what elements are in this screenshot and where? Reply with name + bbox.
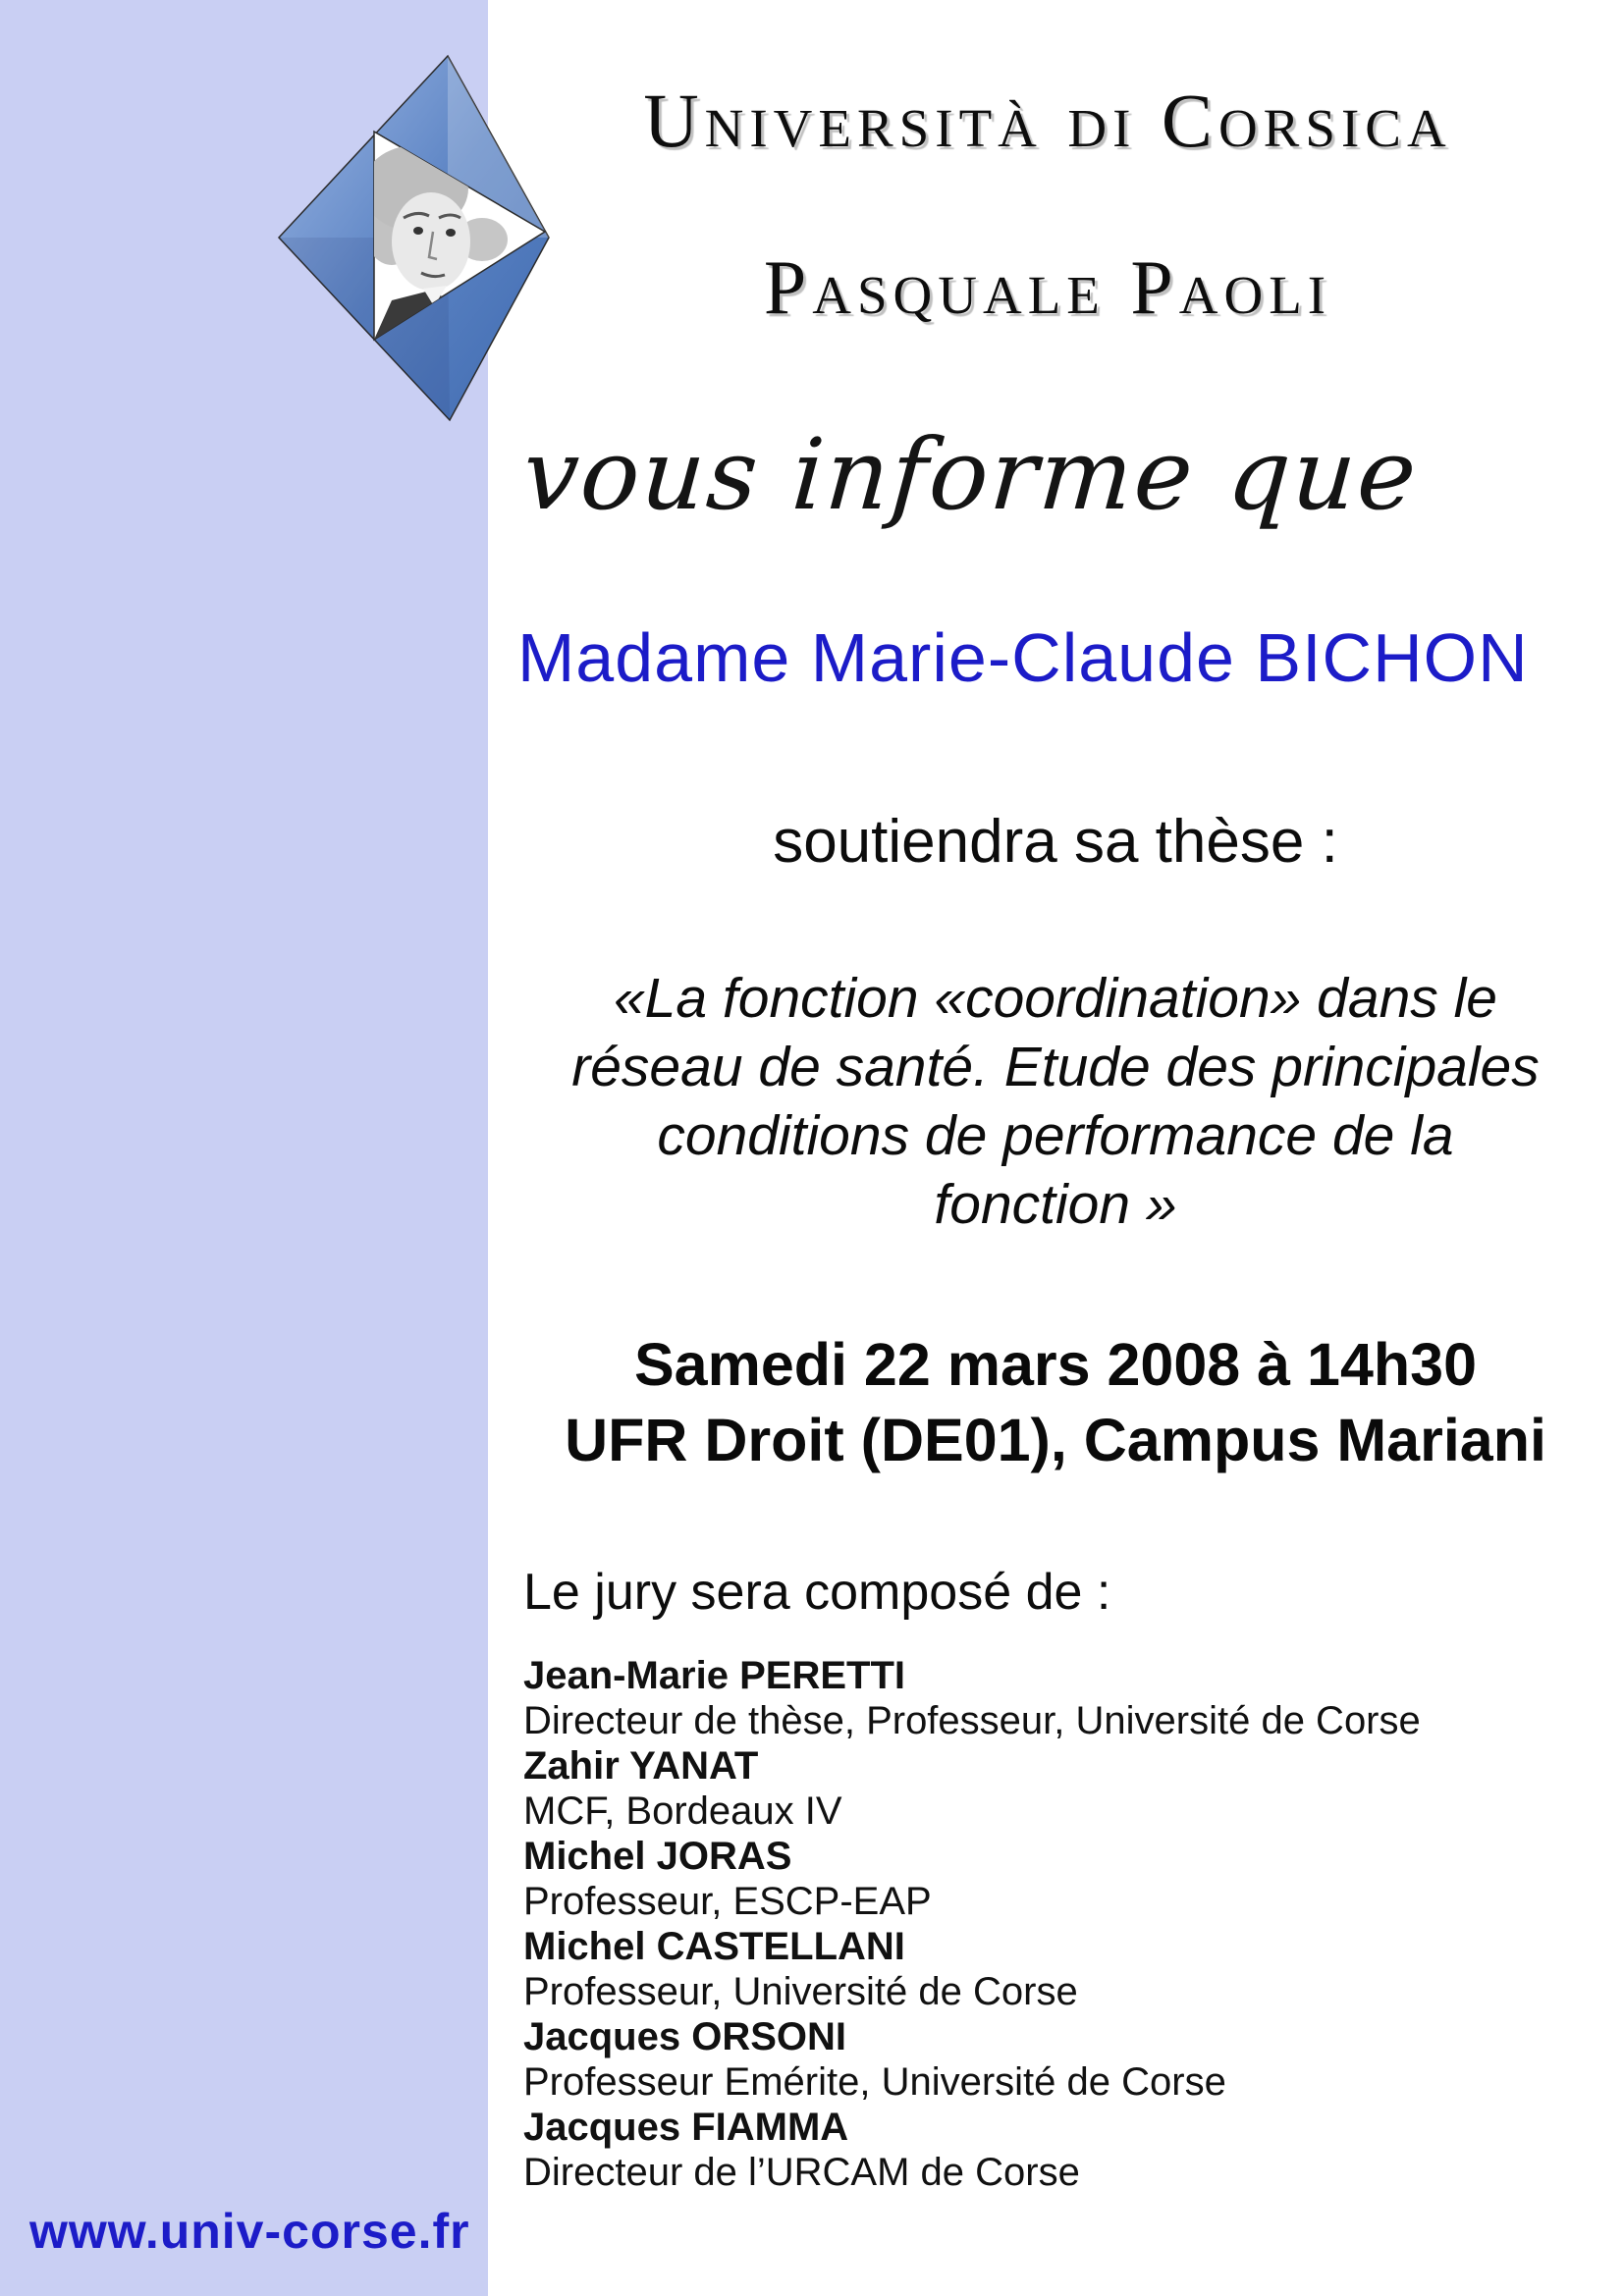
intro-script-text: vous informe que [518,417,1423,532]
thesis-title [488,964,1623,1239]
jury-heading: Le jury sera composé de : [523,1564,1111,1621]
university-name-line1: Università di Corsica [643,78,1452,163]
defense-location: UFR Droit (DE01), Campus Mariani [565,1407,1546,1473]
jury-member-name: Jacques ORSONI [523,2015,847,2058]
jury-member [523,1743,1421,1834]
defense-lead-in: soutiendra sa thèse : [773,808,1338,876]
candidate-name: Madame Marie-Claude BICHON [517,619,1529,696]
thesis-title-line: conditions de performance de la [657,1104,1454,1167]
jury-member-title: Directeur de l’URCAM de Corse [523,2151,1080,2194]
jury-member-title: Professeur, ESCP-EAP [523,1880,932,1923]
jury-member [523,1834,1421,1924]
jury-member [523,1653,1421,1743]
defense-datetime [488,1327,1623,1478]
defense-date: Samedi 22 mars 2008 à 14h30 [634,1331,1477,1398]
jury-member-name: Jean-Marie PERETTI [523,1654,906,1697]
jury-list [523,1653,1421,2195]
website-link[interactable]: www.univ-corse.fr [29,2204,470,2259]
jury-member [523,2105,1421,2195]
jury-member-title: Directeur de thèse, Professeur, Université de Corse [523,1699,1421,1742]
jury-member-title: Professeur, Université de Corse [523,1970,1078,2013]
thesis-title-line: fonction » [934,1173,1177,1236]
jury-member-name: Michel JORAS [523,1835,792,1878]
university-name-line2: Pasquale Paoli [763,244,1332,330]
jury-member-name: Zahir YANAT [523,1744,759,1788]
thesis-title-line: réseau de santé. Etude des principales [571,1036,1540,1098]
jury-member-title: MCF, Bordeaux IV [523,1789,842,1833]
jury-member-name: Jacques FIAMMA [523,2106,849,2149]
jury-member-title: Professeur Emérite, Université de Corse [523,2060,1226,2104]
jury-member [523,1924,1421,2014]
jury-member-name: Michel CASTELLANI [523,1925,905,1968]
thesis-title-line: «La fonction «coordination» dans le [613,967,1497,1030]
jury-member [523,2014,1421,2105]
